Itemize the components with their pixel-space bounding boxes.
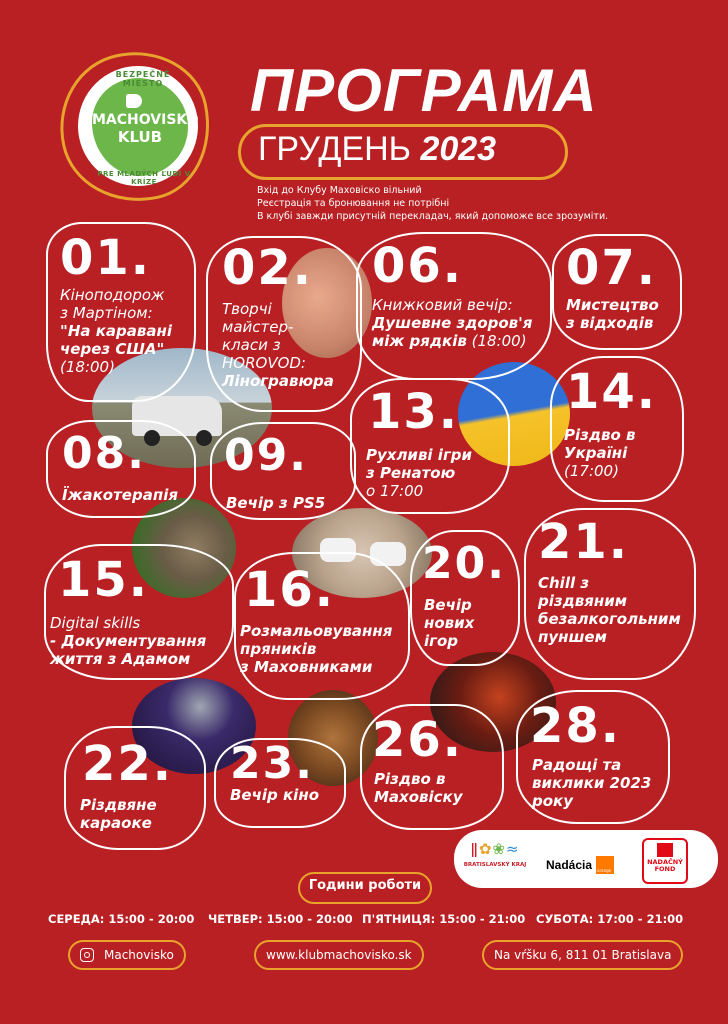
kaufland-logo-icon: [657, 843, 673, 857]
event-line: пряників: [240, 640, 317, 658]
event-23-text: [230, 786, 319, 804]
bratislava-logo-text: BRATISLAVSKÝ KRAJ: [463, 862, 527, 868]
event-line: Рухливі ігри: [366, 446, 473, 464]
event-line: майстер-: [222, 318, 294, 336]
hours-wednesday: СЕРЕДА: 15:00 - 20:00: [48, 912, 195, 926]
address: [482, 940, 683, 970]
hours-thursday: ЧЕТВЕР: 15:00 - 20:00: [208, 912, 353, 926]
event-line: (18:00): [60, 358, 115, 376]
event-20-text: [424, 596, 474, 650]
event-15-number: 15.: [58, 552, 150, 608]
logo-top-text: BEZPEČNÉ MIESTO: [115, 70, 171, 88]
event-line: Книжковий вечір:: [372, 296, 513, 314]
event-16-number: 16.: [244, 562, 336, 618]
event-21-text: [538, 574, 681, 646]
bratislava-logo: [462, 840, 528, 868]
event-14-number: 14.: [566, 364, 658, 420]
event-line: Вечір: [424, 596, 472, 614]
event-line: "На каравані: [60, 322, 172, 340]
event-13-number: 13.: [368, 384, 460, 440]
event-line-bold: між рядків: [372, 332, 467, 350]
page-title: ПРОГРАМА: [250, 57, 598, 124]
event-line: Мистецтво: [566, 296, 659, 314]
hours-saturday: СУБОТА: 17:00 - 21:00: [536, 912, 684, 926]
instagram-icon: [80, 948, 94, 962]
event-line: Ліногравюра: [222, 372, 334, 390]
event-09-number: 09.: [224, 430, 308, 481]
event-line: караоке: [80, 814, 152, 832]
event-line: Творчі: [222, 300, 272, 318]
address-text: Na vŕšku 6, 811 01 Bratislava: [494, 948, 672, 962]
website-link[interactable]: [254, 940, 424, 970]
event-13-text: [366, 446, 472, 500]
logo-name-line2: KLUB: [117, 128, 163, 146]
website-text: www.klubmachovisko.sk: [266, 948, 412, 962]
event-02-number: 02.: [222, 240, 314, 296]
event-07-number: 07.: [566, 240, 658, 296]
logo-name: [92, 112, 199, 146]
event-line: нових: [424, 614, 475, 632]
event-line: життя з Адамом: [50, 650, 191, 668]
event-line: Вечір кіно: [230, 786, 319, 804]
event-line: ігор: [424, 632, 459, 650]
event-line: з відходів: [566, 314, 654, 332]
info-line: В клубі завжди присутній перекладач, який допоможе все зрозуміти.: [257, 211, 609, 222]
instagram-link[interactable]: [68, 940, 186, 970]
event-line: року: [532, 792, 574, 810]
event-line: Різдво в: [374, 770, 446, 788]
event-22-text: [80, 796, 157, 832]
event-23-number: 23.: [230, 738, 314, 789]
event-20-number: 20.: [422, 538, 506, 589]
event-06-text: [372, 296, 532, 350]
subtitle-year: 2023: [420, 130, 497, 168]
event-line: Кіноподорож: [60, 286, 165, 304]
instagram-handle: Machovisko: [104, 948, 174, 962]
logo-mark-icon: [126, 94, 142, 108]
event-08-text: [62, 486, 178, 504]
event-06-number: 06.: [372, 238, 464, 294]
event-26-number: 26.: [372, 712, 464, 768]
hours-friday: П'ЯТНИЦЯ: 15:00 - 21:00: [362, 912, 526, 926]
event-line: з Маховниками: [240, 658, 373, 676]
nadacia-logo-text: Nadácia: [546, 858, 593, 872]
event-09-text: [226, 494, 325, 512]
event-line: Різдвяне: [80, 796, 157, 814]
event-line: Україні: [564, 444, 628, 462]
info-line: Вхід до Клубу Маховіско вільний: [257, 185, 422, 196]
event-28-number: 28.: [530, 698, 622, 754]
event-line: Душевне здоров'я: [372, 314, 533, 332]
event-line: різдвяним: [538, 592, 627, 610]
event-line: з Мартіном:: [60, 304, 153, 322]
event-26-text: [374, 770, 463, 806]
event-21-number: 21.: [538, 514, 630, 570]
info-line: Реєстрація та бронювання не потрібні: [257, 198, 450, 209]
event-line: виклики 2023: [532, 774, 652, 792]
event-08-number: 08.: [62, 428, 146, 479]
event-02-text: [222, 300, 334, 390]
event-07-text: [566, 296, 659, 332]
event-15-text: [50, 614, 206, 668]
event-line: HOROVOD:: [222, 354, 306, 372]
event-16-text: [240, 622, 392, 676]
kaufland-logo-text: NADAČNÝ FOND: [647, 858, 683, 873]
event-line: Розмальовування: [240, 622, 393, 640]
event-01-text: [60, 286, 172, 376]
event-line: Різдво в: [564, 426, 636, 444]
subtitle-month: ГРУДЕНЬ: [258, 130, 411, 168]
orange-logo-text: orange: [597, 868, 612, 873]
subtitle: [258, 130, 496, 169]
nadacia-logo: [546, 856, 614, 874]
event-line: Їжакотерапія: [62, 486, 178, 504]
event-28-text: [532, 756, 651, 810]
hours-title: Години роботи: [308, 878, 422, 893]
logo-bottom-text: PRE MLADÝCH ĽUDÍ V KRÍZE: [97, 170, 191, 186]
event-22-number: 22.: [82, 736, 174, 792]
event-line: Chill з: [538, 574, 590, 592]
orange-logo: [596, 856, 614, 874]
event-line: пуншем: [538, 628, 607, 646]
info-block: [257, 184, 608, 223]
event-line: через США": [60, 340, 165, 358]
event-14-text: [564, 426, 635, 480]
event-line: Digital skills: [50, 614, 141, 632]
event-line: безалкогольним: [538, 610, 681, 628]
kaufland-logo: [642, 838, 688, 884]
event-line: (17:00): [564, 462, 619, 480]
event-01-number: 01.: [60, 230, 152, 286]
event-line: Маховіску: [374, 788, 463, 806]
event-line: з Ренатою: [366, 464, 456, 482]
event-line: Радощі та: [532, 756, 622, 774]
event-line: Вечір з PS5: [226, 494, 326, 512]
event-line: - Документування: [50, 632, 207, 650]
logo-name-line1: MACHOVISKO: [92, 112, 199, 128]
event-line: класи з: [222, 336, 281, 354]
event-line: [372, 332, 532, 350]
event-line: о 17:00: [366, 482, 424, 500]
bratislava-logo-icon: ǁ✿❀≈: [470, 840, 520, 858]
event-line-time: (18:00): [471, 332, 527, 350]
